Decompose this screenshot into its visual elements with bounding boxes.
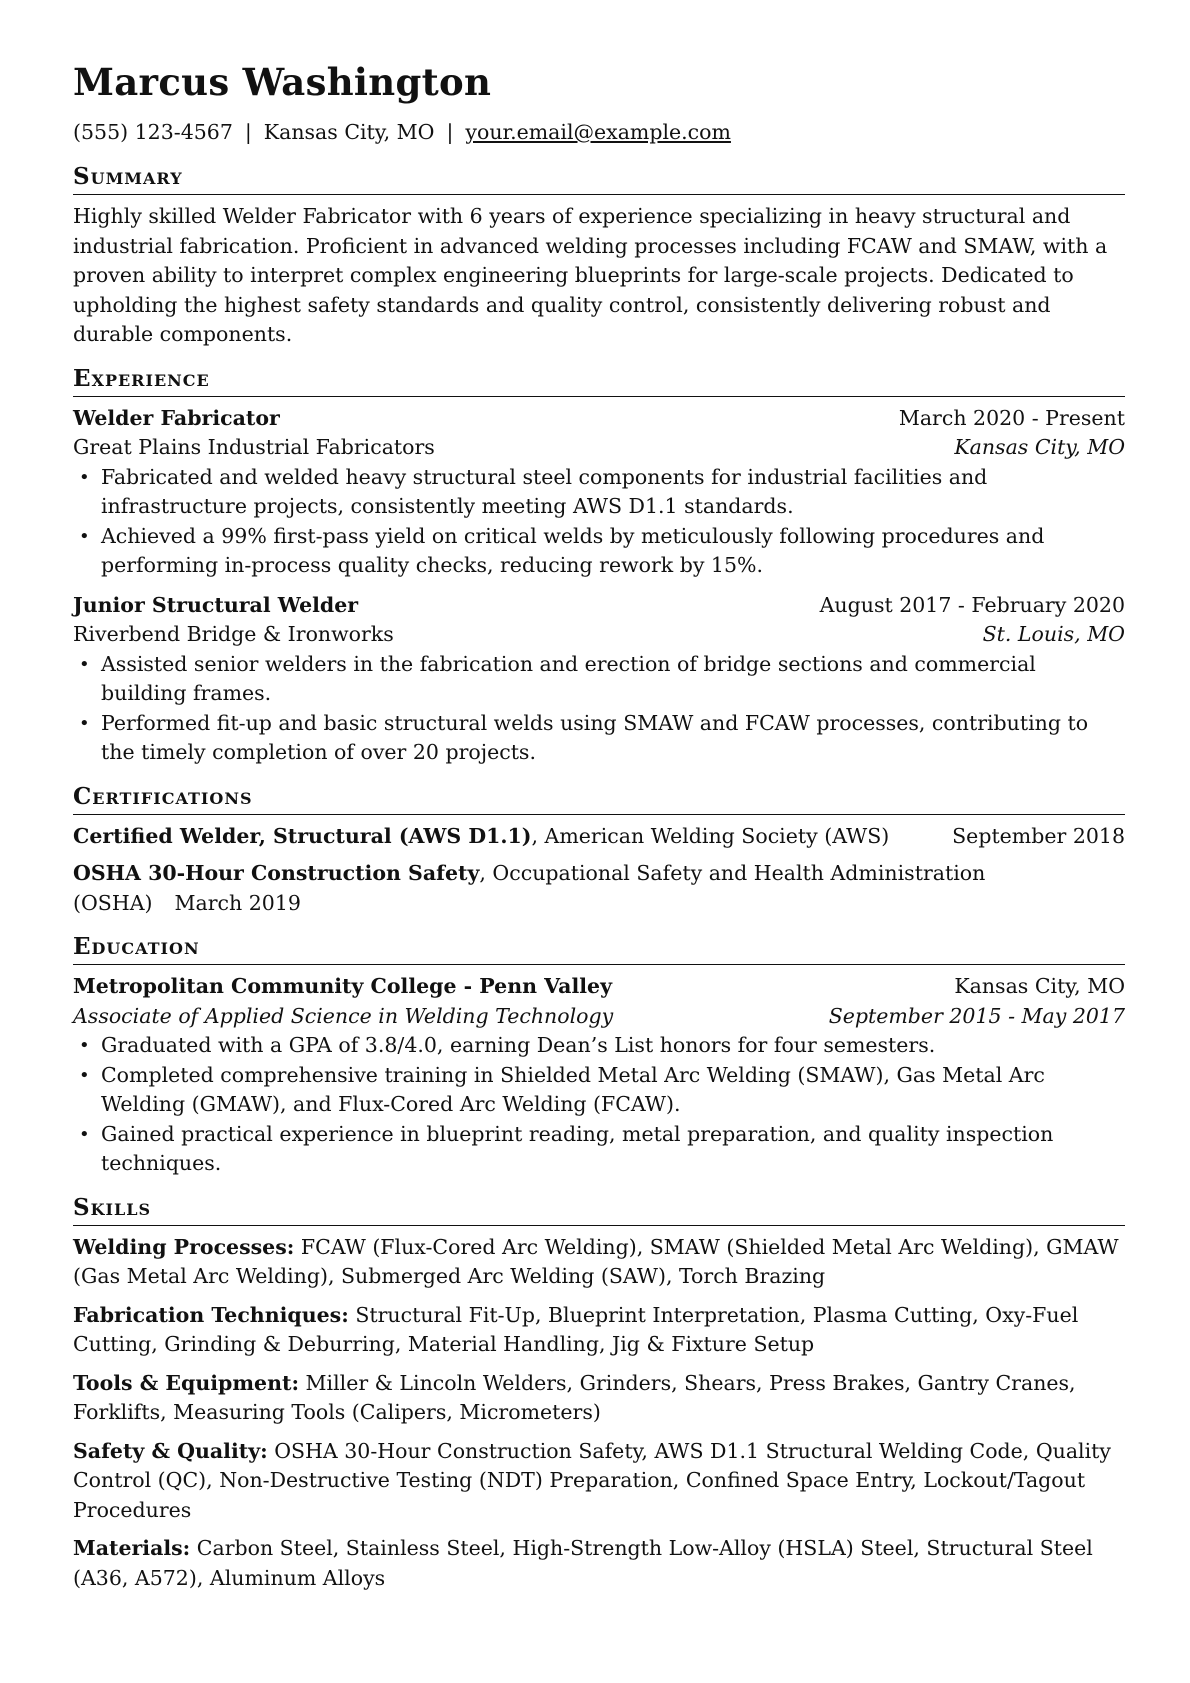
section-title-education: Education [73,932,1125,965]
certification-date: September 2018 [952,823,1125,848]
skill-text: OSHA 30-Hour Construction Safety, AWS D1.1 Structural Welding Code, Quality Control (QC), Non-Destructive Testing (NDT) Preparation, Confined Space Entry, Lockout/Tagout Procedures [73,1438,1111,1522]
skill-group [73,1534,1125,1593]
section-title-summary: Summary [73,162,1125,195]
phone-number: (555) 123-4567 [73,120,233,144]
skill-label: Materials: [73,1536,191,1560]
experience-section [73,364,1125,768]
list-item: • Fabricated and welded heavy structural steel components for industrial facilities and infrastructure projects, consistently meeting AWS D1.1 standards. [73,463,1125,522]
skill-label: Tools & Equipment: [73,1370,300,1395]
skill-label: Fabrication Techniques: [73,1302,349,1327]
list-item: • Graduated with a GPA of 3.8/4.0, earning Dean’s List honors for four semesters. [73,1031,1125,1061]
list-item: • Performed fit-up and basic structural welds using SMAW and FCAW processes, contributing to the timely completion of over 20 projects. [73,709,1125,768]
email-link[interactable]: your.email@example.com [465,120,731,144]
certification-item [73,859,1125,918]
skill-group [73,1437,1125,1526]
resume-content [73,58,1125,1602]
job-location: Kansas City, MO [954,435,1125,459]
company-name: Riverbend Bridge & Ironworks [73,622,394,646]
job-dates: August 2017 - February 2020 [819,592,1125,617]
certification-issuer: , American Welding Society (AWS) [531,823,890,848]
skill-group [73,1233,1125,1292]
school-name: Metropolitan Community College - Penn Valley [73,974,612,998]
certification-name: Certified Welder, Structural (AWS D1.1) [73,823,532,848]
job-title: Junior Structural Welder [73,592,359,617]
degree-name: Associate of Applied Science in Welding Technology [73,1003,614,1028]
location-text: Kansas City, MO [263,120,435,144]
list-item: • Assisted senior welders in the fabrication and erection of bridge sections and commercial building frames. [73,650,1125,709]
job-title-row [73,591,1125,621]
skill-label: Welding Processes: [73,1234,295,1259]
summary-section [73,162,1125,350]
skill-group [73,1369,1125,1428]
candidate-name: Marcus Washington [73,60,492,104]
education-entry [73,972,1125,1179]
job-location: St. Louis, MO [982,622,1125,646]
school-location: Kansas City, MO [954,974,1125,998]
section-title-skills: Skills [73,1193,1125,1226]
list-item: • Gained practical experience in blueprint reading, metal preparation, and quality inspection techniques. [73,1120,1125,1179]
job-company-row [73,620,1125,650]
job-dates: March 2020 - Present [898,405,1125,430]
section-title-experience: Experience [73,364,1125,397]
list-item: • Completed comprehensive training in Shielded Metal Arc Welding (SMAW), Gas Metal Arc Welding (GMAW), and Flux-Cored Arc Welding (FCAW). [73,1061,1125,1120]
certification-name: OSHA 30-Hour Construction Safety [73,861,480,885]
skill-text: Structural Fit-Up, Blueprint Interpretation, Plasma Cutting, Oxy-Fuel Cutting, Grinding & Deburring, Material Handling, Jig & Fixture Setup [73,1302,1079,1356]
education-section [73,932,1125,1179]
list-item: • Achieved a 99% first-pass yield on critical welds by meticulously following procedures and performing in-process quality checks, reducing rework by 15%. [73,522,1125,581]
certification-issuer: , Occupational Safety and Health Administration (OSHA) [73,861,986,915]
contact-separator: | [446,120,454,144]
skills-section [73,1193,1125,1594]
education-bullets [73,1031,1125,1179]
job-bullets [73,463,1125,581]
skill-text: Carbon Steel, Stainless Steel, High-Strength Low-Alloy (HSLA) Steel, Structural Steel (A36, A572), Aluminum Alloys [73,1536,1093,1590]
skill-text: Miller & Lincoln Welders, Grinders, Shears, Press Brakes, Gantry Cranes, Forklifts, Measuring Tools (Calipers, Micrometers) [73,1370,1076,1424]
experience-entry [73,404,1125,581]
job-bullets [73,650,1125,768]
job-title: Welder Fabricator [73,405,280,430]
school-row [73,972,1125,1002]
skill-text: FCAW (Flux-Cored Arc Welding), SMAW (Shielded Metal Arc Welding), GMAW (Gas Metal Arc Welding), Submerged Arc Welding (SAW), Torch Brazing [73,1234,1119,1288]
certifications-section [73,782,1125,919]
job-title-row [73,404,1125,434]
contact-line [73,118,1125,148]
certification-date: March 2019 [174,890,301,915]
degree-row [73,1002,1125,1032]
summary-text: Highly skilled Welder Fabricator with 6 years of experience specializing in heavy structural and industrial fabrication. Proficient in advanced welding processes including FCAW and SMAW, with a proven ability to interpret complex engineering blueprints for large-scale projects. Dedicated to upholding the highest safety standards and quality control, consistently delivering robust and durable components. [73,204,1108,346]
skill-group [73,1301,1125,1360]
job-company-row [73,433,1125,463]
section-title-certifications: Certifications [73,782,1125,815]
experience-entry [73,591,1125,768]
certification-item [73,822,1125,852]
company-name: Great Plains Industrial Fabricators [73,435,435,459]
education-dates: September 2015 - May 2017 [828,1003,1125,1028]
contact-separator: | [244,120,252,144]
skill-label: Safety & Quality: [73,1438,268,1463]
